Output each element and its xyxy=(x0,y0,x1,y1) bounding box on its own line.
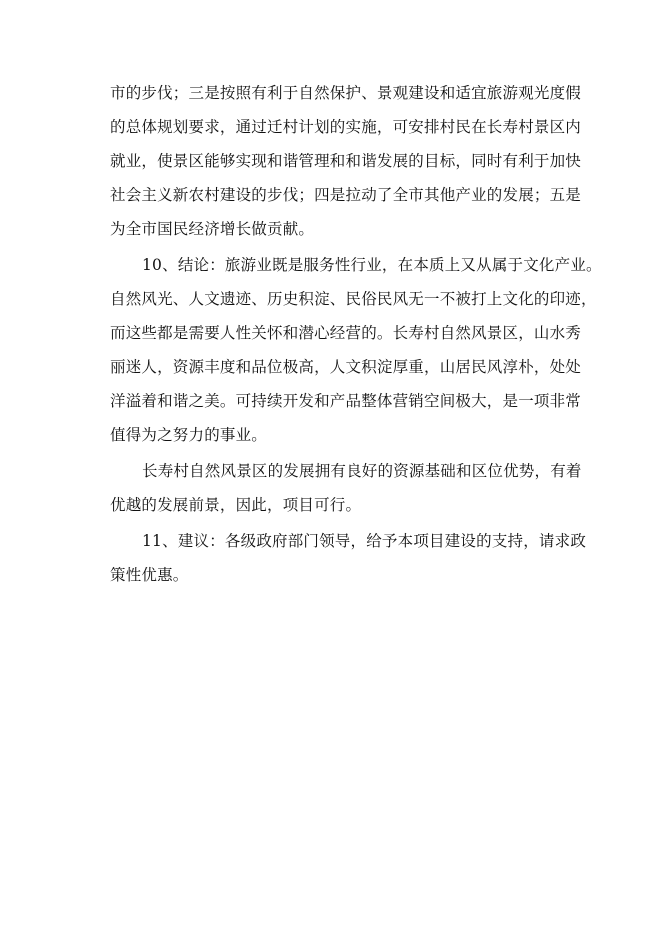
text-line: 洋溢着和谐之美。可持续开发和产品整体营销空间极大，是一项非常 xyxy=(110,392,582,410)
text-line: 10、结论：旅游业既是服务性行业，在本质上又从属于文化产业。 xyxy=(142,256,602,274)
text-line: 自然风光、人文遗迹、历史积淀、民俗民风无一不被打上文化的印迹， xyxy=(110,290,597,308)
text-line: 优越的发展前景，因此，项目可行。 xyxy=(110,496,362,514)
text-line: 11、建议：各级政府部门领导，给予本项目建设的支持，请求政 xyxy=(142,532,587,550)
text-line: 长寿村自然风景区的发展拥有良好的资源基础和区位优势，有着 xyxy=(142,462,582,480)
text-line: 丽迷人，资源丰度和品位极高，人文积淀厚重，山居民风淳朴，处处 xyxy=(110,358,582,376)
text-line: 为全市国民经济增长做贡献。 xyxy=(110,220,315,238)
text-line: 社会主义新农村建设的步伐；四是拉动了全市其他产业的发展；五是 xyxy=(110,186,582,204)
text-line: 策性优惠。 xyxy=(110,566,189,584)
text-line: 的总体规划要求，通过迁村计划的实施，可安排村民在长寿村景区内 xyxy=(110,118,582,136)
text-line: 市的步伐；三是按照有利于自然保护、景观建设和适宜旅游观光度假 xyxy=(110,84,582,102)
text-line: 就业，使景区能够实现和谐管理和和谐发展的目标，同时有利于加快 xyxy=(110,152,582,170)
text-line: 而这些都是需要人性关怀和潜心经营的。长寿村自然风景区，山水秀 xyxy=(110,324,582,342)
text-line: 值得为之努力的事业。 xyxy=(110,426,268,444)
